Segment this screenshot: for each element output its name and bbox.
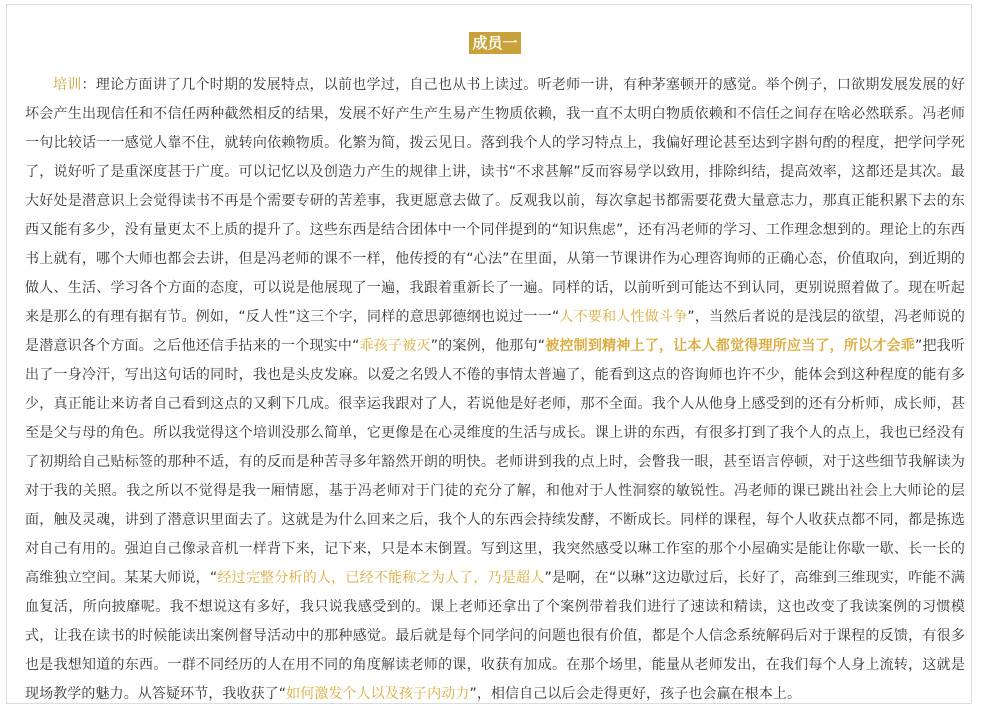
highlight-quote-1: 人不要和人性做斗争 (559, 309, 688, 325)
section-heading-row (25, 29, 965, 59)
text-segment-2: ”，当然后者说的是浅层的欲望，冯老师说的是潜意识各个方面。之后他还信手拈来的一个现实中“ (25, 309, 965, 354)
content-panel (6, 4, 972, 704)
highlight-quote-2: 乖孩子被灭 (359, 338, 431, 354)
training-label: 培训 (53, 77, 82, 93)
section-title: 成员一 (469, 32, 520, 54)
text-segment-1: ：理论方面讲了几个时期的发展特点，以前也学过，自己也从书上读过。听老师一讲，有种茅塞顿开的感觉。举个例子，口欲期发展发展的好坏会产生出现信任和不信任两种截然相反的结果，发展不好产生产生易产生物质依赖，我一直不太明白物质依赖和不信任之间存在啥必然联系。冯老师一句比较话一一感觉人靠不住，就转向依赖物质。化繁为简，拨云见日。落到我个人的学习特点上，我偏好理论甚至达到字斟句酌的程度，把学问学死了，说好听了是重深度甚于广度。可以记忆以及创造力产生的规律上讲，读书“不求甚解”反而容易学以致用，排除纠结，提高效率，这都还是其次。最大好处是潜意识上会觉得读书不再是个需要专研的苦差事，我更愿意去做了。反观我以前，每次拿起书都需要花费大量意志力，那真正能积累下去的东西又能有多少，没有量更太不上质的提升了。这些东西是结合团体中一个同伴提到的“知识焦虑”，还有冯老师的学习、工作理念想到的。理论上的东西书上就有，哪个大师也都会去讲，但是冯老师的课不一样，他传授的有“心法”在里面，从第一节课讲作为心理咨询师的正确心态，价值取向，到近期的做人、生活、学习各个方面的态度，可以说是他展现了一遍，我跟着重新长了一遍。同样的话，以前听到可能达不到认同，更别说照着做了。现在听起来是那么的有理有据有节。例如，“反人性”这三个字，同样的意思郭德纲也说过一一“ (25, 77, 966, 325)
highlight-quote-5: 如何激发个人以及孩子内动力 (286, 686, 470, 702)
text-segment-6: ”，相信自己以后会走得更好，孩子也会赢在根本上。 (469, 686, 802, 702)
article-paragraph (25, 71, 965, 709)
highlight-quote-4: 经过完整分析的人，已经不能称之为人了，乃是超人 (217, 570, 545, 586)
text-segment-5: ”是啊，在“以琳”这边歇过后，长好了，高维到三维现实，咋能不满血复活，所向披靡呢。我不想说这有多好，我只说我感受到的。课上老师还拿出了个案例带着我们进行了速读和精读，这也改变了我读案例的习惯模式，让我在读书的时候能读出案例督导活动中的那种感觉。最后就是每个同学问的问题也很有价值，都是个人信念系统解码后对于课程的反馈，有很多也是我想知道的东西。一群不同经历的人在用不同的角度解读老师的课，收获有加成。在那个场里，能量从老师发出，在我们每个人身上流转，这就是现场教学的魅力。从答疑环节，我收获了“ (25, 570, 966, 702)
text-segment-4: ”把我听出了一身冷汗，写出这句话的同时，我也是头皮发麻。以爱之名毁人不倦的事情太普遍了，能看到这点的咨询师也许不少，能体会到这种程度的能有多少，真正能让来访者自己看到这点的又剩下几成。很幸运我跟对了人，若说他是好老师，那不全面。我个人从他身上感受到的还有分析师，成长师，甚至是父与母的角色。所以我觉得这个培训没那么简单，它更像是在心灵维度的生活与成长。课上讲的东西，有很多打到了我个人的点上，我也已经没有了初期给自己贴标签的那种不适，有的反而是种苦寻多年豁然开朗的明快。老师讲到我的点上时，会瞥我一眼，甚至语言停顿，对于这些细节我解读为对于我的关照。我之所以不觉得是我一厢情愿，基于冯老师对于门徒的充分了解，和他对于人性洞察的敏锐性。冯老师的课已跳出社会上大师论的层面，触及灵魂，讲到了潜意识里面去了。这就是为什么回来之后，我个人的东西会持续发酵，不断成长。同样的课程，每个人收获点都不同，都是拣选对自己有用的。强迫自己像录音机一样背下来，记下来，只是本末倒置。写到这里，我突然感受以琳工作室的那个小屋确实是能让你歇一歇、长一长的高维独立空间。某某大师说，“ (25, 338, 966, 586)
text-segment-3: ”的案例，他那句“ (430, 338, 546, 354)
highlight-quote-3: 被控制到精神上了，让本人都觉得理所应当了，所以才会乖 (545, 338, 915, 354)
article-body (25, 29, 965, 709)
